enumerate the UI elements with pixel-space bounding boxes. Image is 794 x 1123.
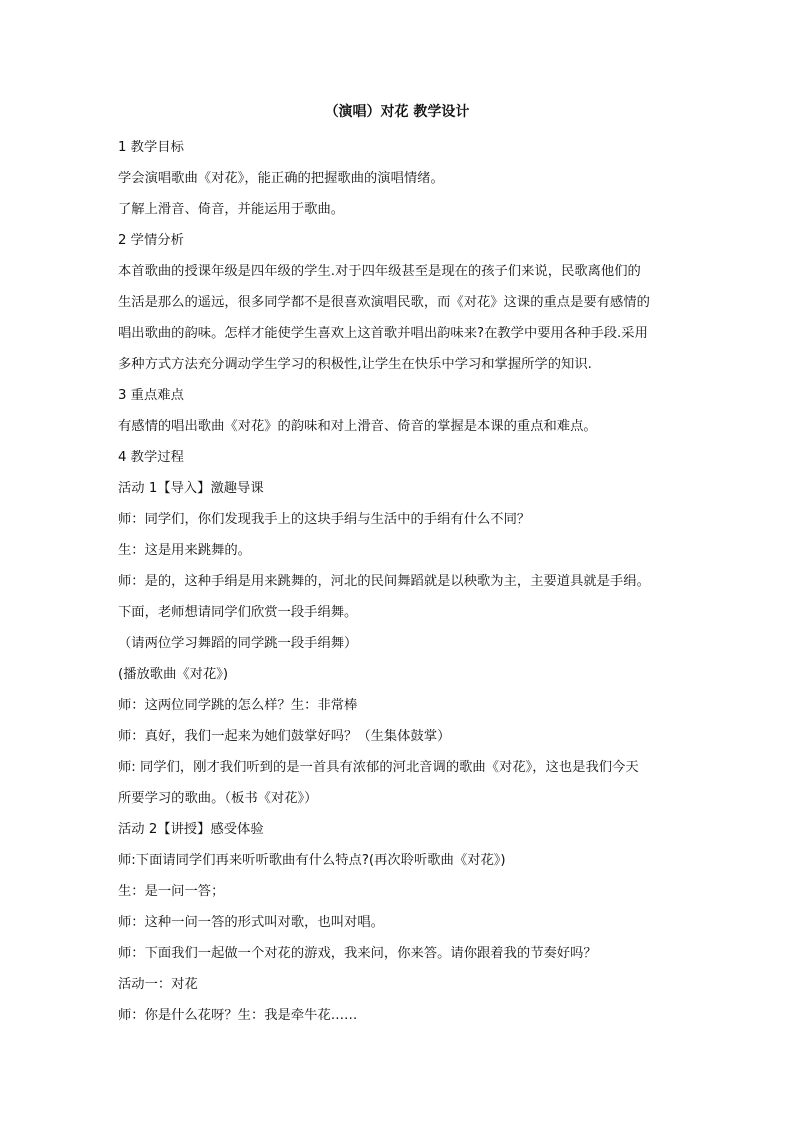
stage-note: (播放歌曲《对花》) [118, 667, 229, 682]
activity-heading: 活动 1【导入】激趣导课 [118, 481, 264, 496]
dialogue-line: 所要学习的歌曲。（板书《对花》） [118, 791, 318, 806]
paragraph-line: 本首歌曲的授课年级是四年级的学生.对于四年级甚至是现在的孩子们来说，民歌离他们的 [118, 264, 641, 279]
paragraph-line: 学会演唱歌曲《对花》，能正确的把握歌曲的演唱情绪。 [118, 171, 444, 186]
document-body [118, 132, 678, 1031]
paragraph-line: 唱出歌曲的韵味。怎样才能使学生喜欢上这首歌并唱出韵味来?在教学中要用各种手段.采用 [118, 326, 648, 341]
paragraph-line: 生活是那么的遥远，很多同学都不是很喜欢演唱民歌，而《对花》这课的重点是要有感情的 [118, 295, 650, 310]
dialogue-line: 师：同学们，你们发现我手上的这块手绢与生活中的手绢有什么不同？ [118, 512, 531, 527]
section-heading-analysis: 2 学情分析 [118, 233, 184, 248]
dialogue-line: 师：下面我们一起做一个对花的游戏，我来问，你来答。请你跟着我的节奏好吗？ [118, 946, 597, 961]
section-heading-process: 4 教学过程 [118, 450, 184, 465]
dialogue-line: 生：这是用来跳舞的。 [118, 543, 251, 558]
section-heading-key-points: 3 重点难点 [118, 388, 184, 403]
dialogue-line: 师：这两位同学跳的怎么样？生：非常棒 [118, 698, 358, 713]
activity-subheading: 活动一：对花 [118, 977, 198, 992]
dialogue-line: 师:下面请同学们再来听听歌曲有什么特点?(再次聆听歌曲《对花》) [118, 853, 506, 868]
paragraph-line: 多种方式方法充分调动学生学习的积极性,让学生在快乐中学习和掌握所学的知识. [118, 357, 592, 372]
paragraph-line: 了解上滑音、倚音，并能运用于歌曲。 [118, 202, 345, 217]
dialogue-line: 下面，老师想请同学们欣赏一段手绢舞。 [118, 605, 358, 620]
dialogue-line: 师：你是什么花呀？生：我是牵牛花…… [118, 1008, 358, 1023]
section-heading-objectives: 1 教学目标 [118, 140, 184, 155]
dialogue-line: 师：这种一问一答的形式叫对歌，也叫对唱。 [118, 915, 384, 930]
dialogue-line: 师：真好，我们一起来为她们鼓掌好吗？（生集体鼓掌） [118, 729, 451, 744]
document-title: （演唱）对花 教学设计 [324, 104, 470, 120]
stage-note: （请两位学习舞蹈的同学跳一段手绢舞） [118, 636, 358, 651]
dialogue-line: 师: 同学们，刚才我们听到的是一首具有浓郁的河北音调的歌曲《对花》，这也是我们今天 [118, 760, 639, 775]
dialogue-line: 生：是一问一答； [118, 884, 225, 899]
dialogue-line: 师：是的，这种手绢是用来跳舞的，河北的民间舞蹈就是以秧歌为主，主要道具就是手绢。 [118, 574, 650, 589]
activity-heading: 活动 2【讲授】感受体验 [118, 822, 264, 837]
paragraph-line: 有感情的唱出歌曲《对花》的韵味和对上滑音、倚音的掌握是本课的重点和难点。 [118, 419, 597, 434]
